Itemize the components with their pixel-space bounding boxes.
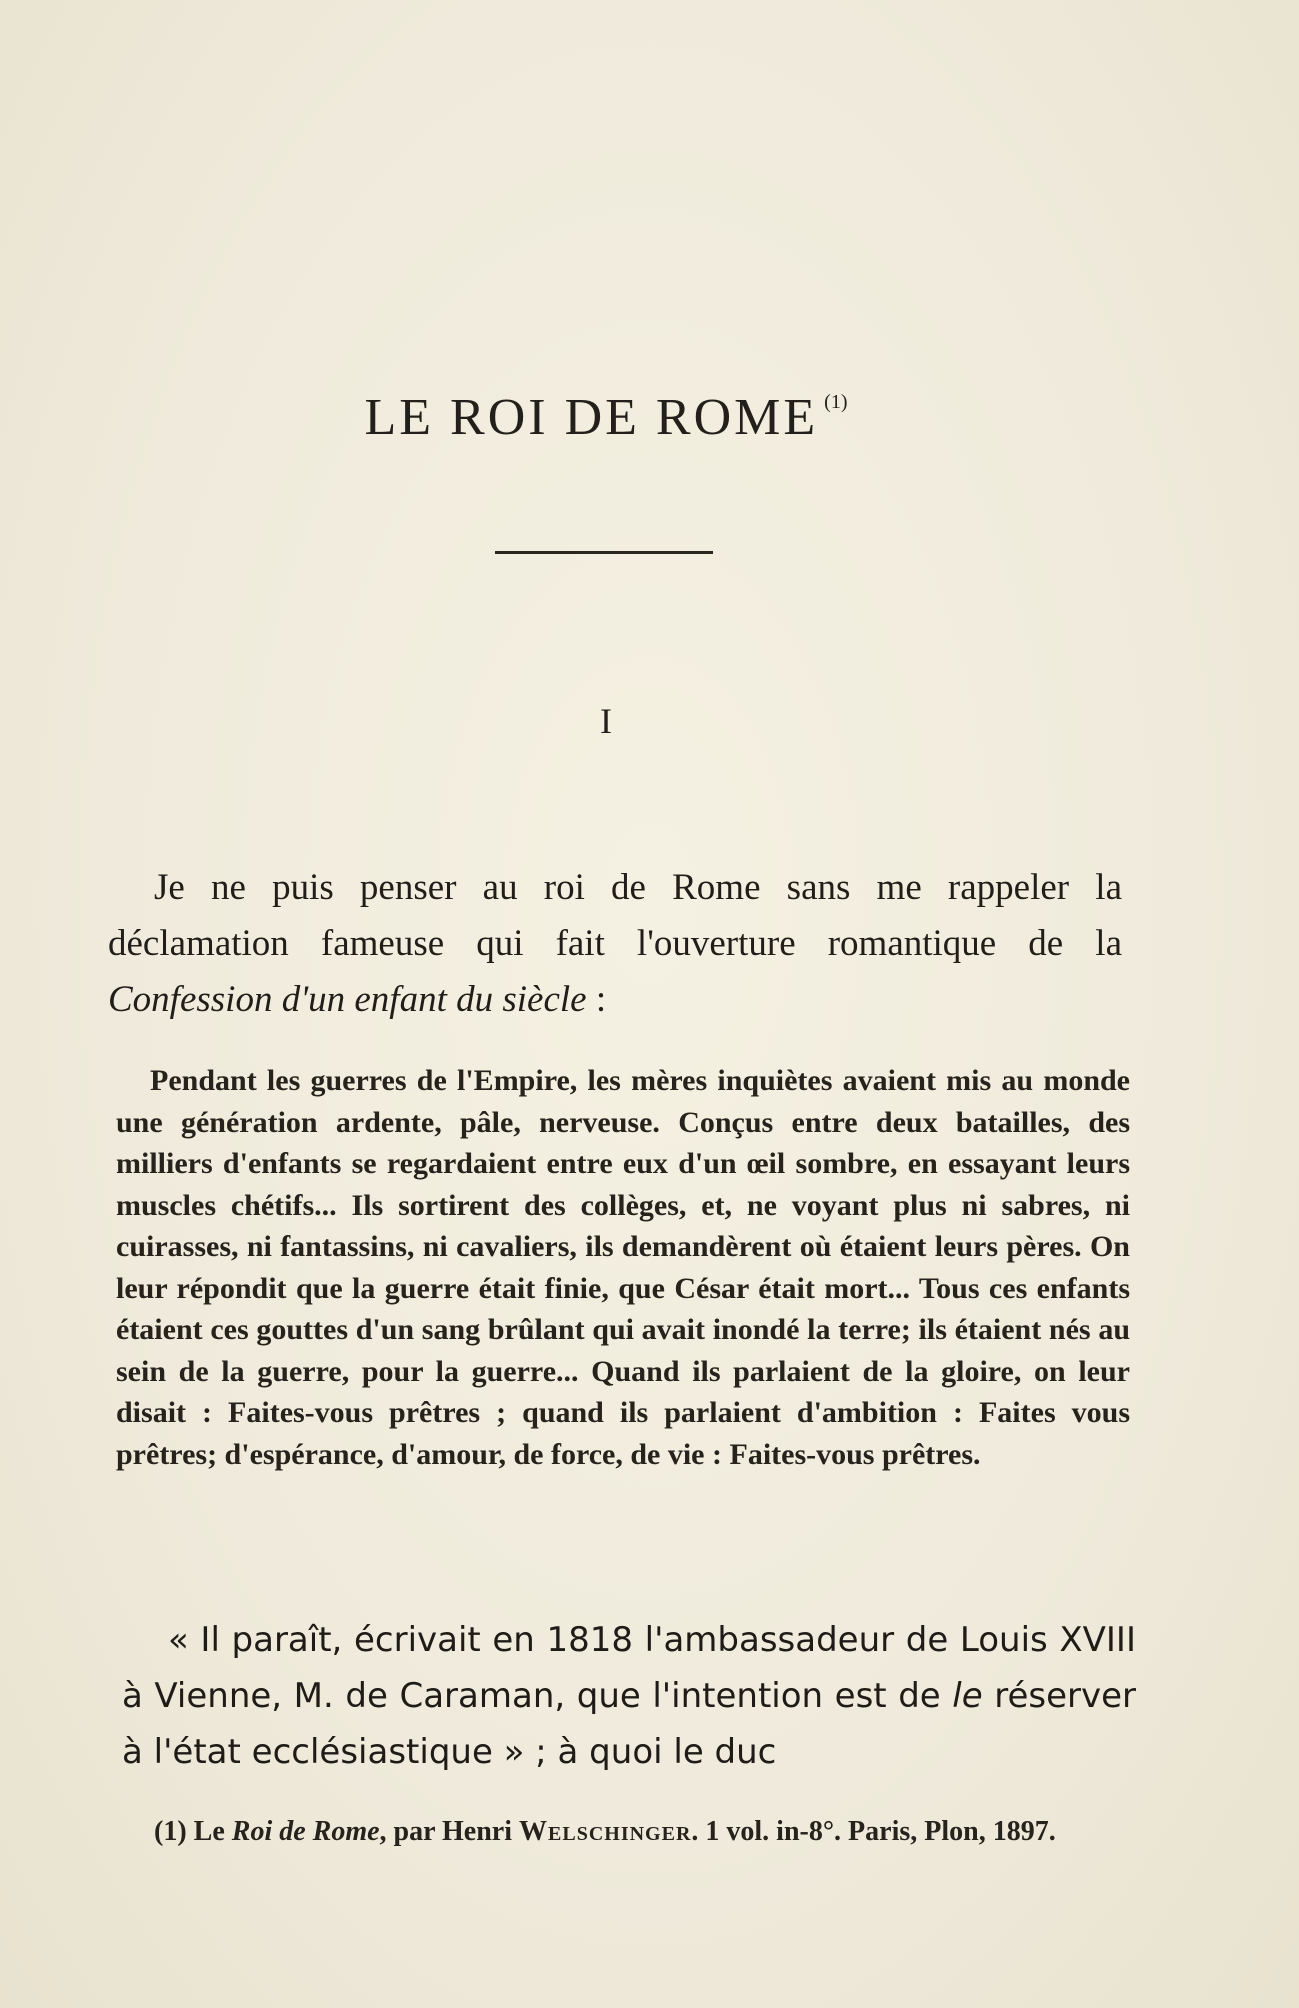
footnote <box>124 1810 1138 1854</box>
footnote-marker: (1) <box>824 391 848 413</box>
footnote-author: Welschinger <box>519 1816 692 1847</box>
chapter-number: I <box>600 701 612 741</box>
italic-pronoun: le <box>952 1676 983 1716</box>
cited-work-title: Confession d'un enfant du siècle <box>108 979 587 1020</box>
second-paragraph <box>122 1612 1136 1780</box>
opening-text: Je ne puis penser au roi de Rome sans me rappeler la déclamation fameuse qui fait l'ouverture romantique de la <box>108 867 1122 964</box>
opening-text-end: : <box>586 979 607 1020</box>
footnote-book-title: Roi de Rome <box>231 1816 380 1847</box>
second-paragraph-text: « Il paraît, écrivait en 1818 l'ambassadeur de Louis XVIII à Vienne, M. de Caraman, que l'intention est de <box>122 1620 1136 1716</box>
opening-paragraph <box>108 860 1122 1028</box>
title-text: LE ROI DE ROME <box>364 389 819 446</box>
block-quotation: Pendant les guerres de l'Empire, les mères inquiètes avaient mis au monde une génération ardente, pâle, nerveuse. Conçus entre deux batailles, des milliers d'enfants se regardaient entre eux d'un œil sombre, en essayant leurs muscles chétifs... Ils sortirent des collèges, et, ne voyant plus ni sabres, ni cuirasses, ni fantassins, ni cavaliers, ils demandèrent où étaient leurs pères. On leur répondit que la guerre était finie, que César était mort... Tous ces enfants étaient ces gouttes d'un sang brûlant qui avait inondé la terre; ils étaient nés au sein de la guerre, pour la guerre... Quand ils parlaient de la gloire, on leur disait : Faites-vous prêtres ; quand ils parlaient d'ambition : Faites vous prêtres; d'espérance, d'amour, de force, de vie : Faites-vous prêtres. <box>116 1064 1130 1471</box>
title-divider-rule <box>495 551 713 554</box>
second-paragraph-text-end: réserver à l'état ecclésiastique » ; à quoi le duc <box>122 1676 1136 1772</box>
footnote-end: . 1 vol. in-8°. Paris, Plon, 1897. <box>691 1816 1056 1847</box>
footnote-lead: (1) Le <box>154 1816 232 1847</box>
page-title <box>0 388 1212 447</box>
footnote-middle: , par Henri <box>379 1816 520 1847</box>
